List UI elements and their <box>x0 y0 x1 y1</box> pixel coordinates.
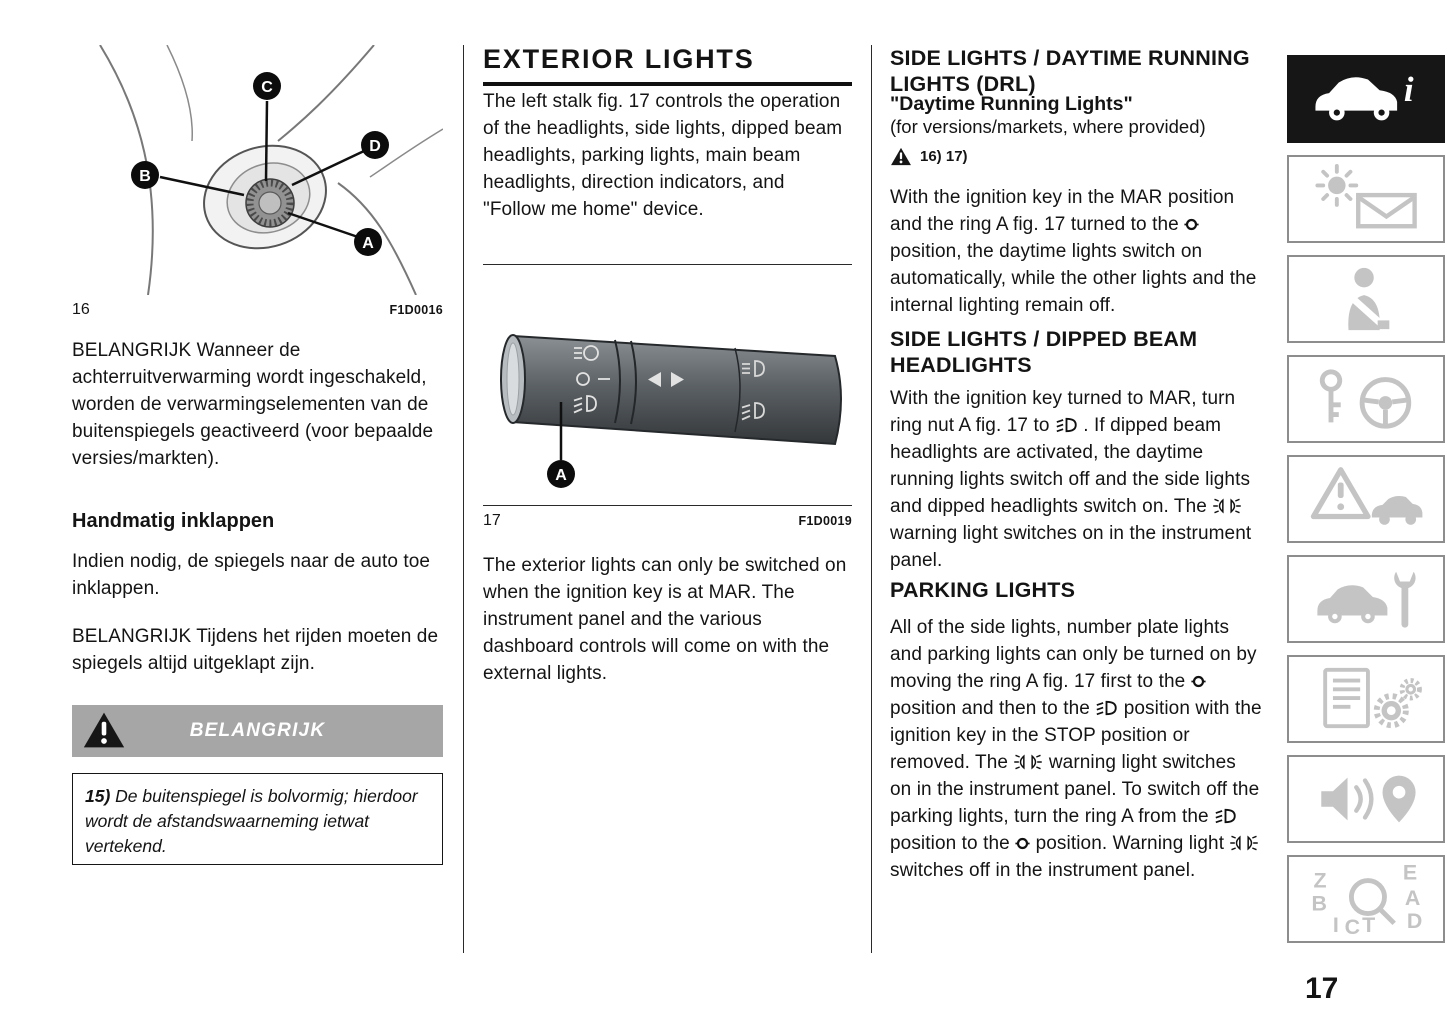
side-lights-icon <box>1229 835 1259 851</box>
parking-lights-heading: PARKING LIGHTS <box>890 578 1076 602</box>
dipped-beam-heading: SIDE LIGHTS / DIPPED BEAM HEADLIGHTS <box>890 327 1198 377</box>
svg-text:I: I <box>1332 913 1339 934</box>
emergency-triangle-icon <box>1307 464 1425 534</box>
manual-folding-paragraph: Indien nodig, de spiegels naar de auto toe inklappen. <box>72 551 431 599</box>
multimedia-icon <box>1307 764 1425 834</box>
dipped-beam-icon <box>1214 808 1237 824</box>
figure-16-mirror-knob <box>72 45 443 295</box>
important-banner <box>72 705 443 757</box>
car-service-icon <box>1307 564 1425 634</box>
pos-o-icon <box>1184 217 1199 232</box>
warning-triangle-small-icon <box>890 147 912 166</box>
figure16-number: 16 <box>72 301 90 318</box>
svg-text:B: B <box>1311 891 1327 916</box>
note-15-box <box>72 773 443 865</box>
dipped-beam-icon <box>1055 417 1078 433</box>
tab-index <box>1287 855 1445 943</box>
mirror-heating-paragraph: BELANGRIJK Wanneer de achterruitverwarming wordt ingeschakeld, worden de verwarmingselementen van de buitenspiegels geactiveerd (voor bepaalde versies/markten). <box>72 340 434 469</box>
drl-availability-note: (for versions/markets, where provided) <box>890 116 1206 137</box>
mirror-unfolded-paragraph: BELANGRIJK Tijdens het rijden moeten de spiegels altijd uitgeklapt zijn. <box>72 626 439 674</box>
tab-safety <box>1287 255 1445 343</box>
pos-o-icon <box>1015 836 1030 851</box>
figure16-label-c: C <box>261 79 273 96</box>
tab-starting-driving <box>1287 355 1445 443</box>
tab-technical-data <box>1287 655 1445 743</box>
svg-text:E: E <box>1402 864 1418 885</box>
key-steering-icon <box>1307 364 1425 434</box>
drl-subheading: "Daytime Running Lights" <box>890 93 1133 115</box>
seatbelt-icon <box>1307 264 1425 334</box>
svg-text:i: i <box>1403 69 1414 109</box>
side-lights-icon <box>1212 498 1242 514</box>
svg-text:D: D <box>1406 909 1423 934</box>
tab-multimedia <box>1287 755 1445 843</box>
figure16-label-b: B <box>139 168 151 185</box>
figure-16-caption <box>72 301 443 319</box>
warning-refs-row <box>890 147 1262 166</box>
index-search-icon <box>1307 864 1425 934</box>
tab-vehicle-info <box>1287 55 1445 143</box>
figure16-label-d: D <box>369 138 381 155</box>
dipped-beam-paragraph: With the ignition key turned to MAR, turn ring nut A fig. 17 to . If dipped beam headlights are activated, the daytime running lights switch off and the side lights and dipped headlights switch on. The warning light switches on in the instrument panel. <box>890 388 1252 571</box>
technical-data-icon <box>1307 664 1425 734</box>
exterior-lights-condition-paragraph: The exterior lights can only be switched on when the ignition key is at MAR. The instrument panel and the various dashboard controls will come on with the external lights. <box>483 555 847 684</box>
figure-17-light-stalk <box>483 276 852 501</box>
figure16-code: F1D0016 <box>389 303 443 317</box>
tab-emergency <box>1287 455 1445 543</box>
svg-text:A: A <box>1404 885 1421 910</box>
exterior-lights-title: EXTERIOR LIGHTS <box>483 44 852 86</box>
important-banner-label: BELANGRIJK <box>189 720 326 741</box>
parking-lights-paragraph: All of the side lights, number plate lights and parking lights can only be turned on by moving the ring A fig. 17 first to the position and then to the position with the ignition key in the STOP position or removed. The warning light switches on in the instrument panel. To switch off the parking lights, turn the ring A from the position to the position. Warning light switches off in the instrument panel. <box>890 617 1262 881</box>
drl-paragraph: With the ignition key in the MAR position and the ring A fig. 17 turned to the position, the daytime lights switch on automatically, while the other lights and the internal lighting remain off. <box>890 187 1257 316</box>
figure17-number: 17 <box>483 512 501 529</box>
car-info-icon <box>1307 64 1425 134</box>
figure17-code: F1D0019 <box>798 514 852 528</box>
note-15-number: 15) <box>85 786 111 806</box>
svg-text:C: C <box>1344 915 1361 934</box>
figure17-label-a: A <box>555 467 567 484</box>
warning-light-message-icon <box>1307 164 1425 234</box>
drl-heading: SIDE LIGHTS / DAYTIME RUNNING LIGHTS (DRL) <box>890 46 1250 96</box>
warning-refs-label: 16) 17) <box>920 148 968 165</box>
dipped-beam-icon <box>1095 700 1118 716</box>
pos-o-icon <box>1191 674 1206 689</box>
side-lights-icon <box>1013 754 1043 770</box>
note-15-body: De buitenspiegel is bolvormig; hierdoor wordt de afstandswaarneming ietwat vertekend. <box>85 786 418 856</box>
svg-text:Z: Z <box>1313 868 1327 893</box>
note-15-text <box>85 784 430 859</box>
figure-17-bottom-rule <box>483 505 852 506</box>
figure-17-caption <box>483 512 852 530</box>
column-divider-left <box>463 45 464 953</box>
warning-triangle-icon <box>82 710 126 750</box>
page-number: 17 <box>1305 972 1339 1005</box>
figure16-label-a: A <box>362 235 374 252</box>
figure-17-top-rule <box>483 264 852 265</box>
column-divider-right <box>871 45 872 953</box>
stalk-intro-paragraph: The left stalk fig. 17 controls the operation of the headlights, side lights, dipped beam headlights, parking lights, main beam headlights, direction indicators, and "Follow me home" device. <box>483 91 843 220</box>
tab-warning-lights-messages <box>1287 155 1445 243</box>
tab-servicing-care <box>1287 555 1445 643</box>
manual-folding-heading: Handmatig inklappen <box>72 510 275 532</box>
svg-text:T: T <box>1362 913 1376 934</box>
